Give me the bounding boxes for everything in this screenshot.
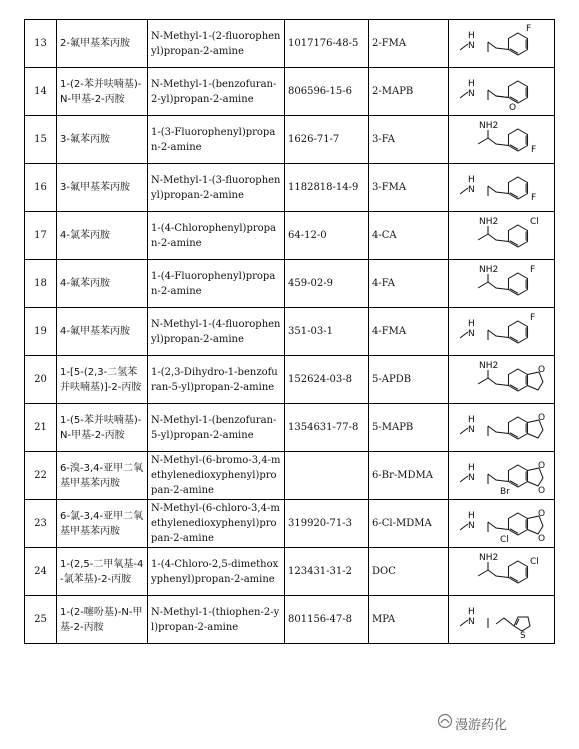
abbreviation: 4-CA	[369, 212, 449, 260]
structure-cell	[449, 20, 555, 68]
svg-text:N: N	[467, 184, 475, 195]
cas-number: 351-03-1	[285, 308, 369, 356]
abbreviation: 3-FA	[369, 116, 449, 164]
row-number: 24	[25, 548, 57, 596]
svg-text:H: H	[467, 414, 475, 425]
chinese-name: 4-氯苯丙胺	[57, 212, 148, 260]
chinese-name: 3-氟甲基苯丙胺	[57, 164, 148, 212]
english-name: N-Methyl-1-(benzofuran-5-yl)propan-2-amine	[148, 404, 285, 452]
svg-text:O: O	[537, 485, 545, 496]
svg-text:H: H	[467, 462, 475, 473]
abbreviation: 2-MAPB	[369, 68, 449, 116]
table-row	[25, 164, 555, 212]
table-row	[25, 212, 555, 260]
svg-text:NH2: NH2	[478, 216, 498, 227]
abbreviation: MPA	[369, 596, 449, 644]
svg-text:N: N	[467, 88, 475, 99]
svg-text:Cl: Cl	[499, 534, 509, 545]
structure-cell	[449, 212, 555, 260]
abbreviation: 5-APDB	[369, 356, 449, 404]
svg-text:H: H	[467, 510, 475, 521]
english-name: N-Methyl-1-(3-fluorophenyl)propan-2-amine	[148, 164, 285, 212]
svg-text:NH2: NH2	[478, 264, 498, 275]
cas-number: 806596-15-6	[285, 68, 369, 116]
row-number: 19	[25, 308, 57, 356]
structure-cell	[449, 116, 555, 164]
svg-text:Cl: Cl	[529, 556, 539, 567]
svg-text:S: S	[519, 630, 526, 641]
structure-drawing-icon	[452, 214, 552, 258]
svg-text:O: O	[537, 412, 545, 423]
chinese-name: 1-(2,5-二甲氧基-4-氯苯基)-2-丙胺	[57, 548, 148, 596]
svg-text:O: O	[508, 102, 516, 113]
svg-text:H: H	[467, 318, 475, 329]
english-name: 1-(4-Chloro-2,5-dimethoxyphenyl)propan-2-amine	[148, 548, 285, 596]
svg-text:NH2: NH2	[478, 120, 498, 131]
svg-text:O: O	[537, 364, 545, 375]
chinese-name: 4-氟甲基苯丙胺	[57, 308, 148, 356]
english-name: N-Methyl-(6-bromo-3,4-methylenedioxyphenyl)propan-2-amine	[148, 452, 285, 500]
structure-drawing-icon	[452, 166, 552, 210]
svg-text:NH2: NH2	[478, 552, 498, 563]
structure-drawing-icon	[452, 70, 552, 114]
english-name: N-Methyl-1-(thiophen-2-yl)propan-2-amine	[148, 596, 285, 644]
cas-number: 1626-71-7	[285, 116, 369, 164]
svg-text:F: F	[530, 144, 536, 155]
chinese-name: 1-[5-(2,3-二氢苯并呋喃基)]-2-丙胺	[57, 356, 148, 404]
chinese-name: 1-(2-苯并呋喃基)-N-甲基-2-丙胺	[57, 68, 148, 116]
chinese-name: 4-氟苯丙胺	[57, 260, 148, 308]
structure-drawing-icon	[452, 406, 552, 450]
abbreviation: 2-FMA	[369, 20, 449, 68]
abbreviation: 3-FMA	[369, 164, 449, 212]
cas-number: 152624-03-8	[285, 356, 369, 404]
chinese-name: 6-溴-3,4-亚甲二氧基甲基苯丙胺	[57, 452, 148, 500]
svg-text:N: N	[467, 520, 475, 531]
structure-drawing-icon	[452, 502, 552, 546]
svg-text:F: F	[529, 312, 535, 323]
watermark-logo-icon	[437, 713, 453, 729]
structure-cell	[449, 164, 555, 212]
svg-text:O: O	[537, 533, 545, 544]
svg-text:F: F	[530, 192, 536, 203]
cas-number: 459-02-9	[285, 260, 369, 308]
structure-drawing-icon	[452, 598, 552, 642]
svg-text:H: H	[467, 174, 475, 185]
english-name: 1-(4-Fluorophenyl)propan-2-amine	[148, 260, 285, 308]
chinese-name: 1-(2-噻吩基)-N-甲基-2-丙胺	[57, 596, 148, 644]
structure-drawing-icon	[452, 22, 552, 66]
structure-drawing-icon	[452, 454, 552, 498]
structure-cell	[449, 404, 555, 452]
row-number: 18	[25, 260, 57, 308]
substance-table	[24, 19, 555, 644]
svg-text:Cl: Cl	[529, 216, 539, 227]
cas-number: 64-12-0	[285, 212, 369, 260]
svg-text:N: N	[467, 328, 475, 339]
abbreviation: 4-FA	[369, 260, 449, 308]
english-name: N-Methyl-1-(2-fluorophenyl)propan-2-amine	[148, 20, 285, 68]
table-row	[25, 20, 555, 68]
svg-text:O: O	[537, 508, 545, 519]
abbreviation: 6-Cl-MDMA	[369, 500, 449, 548]
english-name: N-Methyl-(6-chloro-3,4-methylenedioxyphenyl)propan-2-amine	[148, 500, 285, 548]
chinese-name: 2-氟甲基苯丙胺	[57, 20, 148, 68]
structure-drawing-icon	[452, 550, 552, 594]
abbreviation: DOC	[369, 548, 449, 596]
table-row	[25, 548, 555, 596]
cas-number: 123431-31-2	[285, 548, 369, 596]
table-row	[25, 356, 555, 404]
svg-text:Br: Br	[499, 486, 510, 497]
english-name: 1-(2,3-Dihydro-1-benzofuran-5-yl)propan-2-amine	[148, 356, 285, 404]
structure-drawing-icon	[452, 358, 552, 402]
svg-text:NH2: NH2	[478, 360, 498, 371]
row-number: 15	[25, 116, 57, 164]
structure-cell	[449, 356, 555, 404]
table-row	[25, 68, 555, 116]
svg-text:N: N	[467, 424, 475, 435]
structure-cell	[449, 308, 555, 356]
cas-number: 1182818-14-9	[285, 164, 369, 212]
structure-cell	[449, 68, 555, 116]
svg-text:F: F	[529, 264, 535, 275]
structure-drawing-icon	[452, 262, 552, 306]
cas-number: 1354631-77-8	[285, 404, 369, 452]
table-row	[25, 596, 555, 644]
abbreviation: 5-MAPB	[369, 404, 449, 452]
abbreviation: 6-Br-MDMA	[369, 452, 449, 500]
svg-text:O: O	[537, 460, 545, 471]
table-row	[25, 452, 555, 500]
row-number: 14	[25, 68, 57, 116]
table-row	[25, 116, 555, 164]
chinese-name: 3-氟苯丙胺	[57, 116, 148, 164]
row-number: 25	[25, 596, 57, 644]
cas-number	[285, 452, 369, 500]
english-name: N-Methyl-1-(4-fluorophenyl)propan-2-amine	[148, 308, 285, 356]
watermark-text: 漫游药化	[455, 718, 508, 733]
row-number: 21	[25, 404, 57, 452]
cas-number: 319920-71-3	[285, 500, 369, 548]
structure-cell	[449, 596, 555, 644]
structure-cell	[449, 452, 555, 500]
chinese-name: 6-氯-3,4-亚甲二氧基甲基苯丙胺	[57, 500, 148, 548]
svg-text:H: H	[467, 606, 475, 617]
row-number: 16	[25, 164, 57, 212]
structure-cell	[449, 500, 555, 548]
structure-cell	[449, 260, 555, 308]
table-row	[25, 404, 555, 452]
table-row	[25, 308, 555, 356]
row-number: 17	[25, 212, 57, 260]
table-row	[25, 500, 555, 548]
row-number: 20	[25, 356, 57, 404]
english-name: 1-(4-Chlorophenyl)propan-2-amine	[148, 212, 285, 260]
structure-drawing-icon	[452, 118, 552, 162]
svg-text:N: N	[467, 472, 475, 483]
structure-cell	[449, 548, 555, 596]
svg-text:H: H	[467, 30, 475, 41]
english-name: N-Methyl-1-(benzofuran-2-yl)propan-2-amine	[148, 68, 285, 116]
row-number: 22	[25, 452, 57, 500]
svg-text:N: N	[467, 40, 475, 51]
svg-text:F: F	[525, 23, 531, 34]
abbreviation: 4-FMA	[369, 308, 449, 356]
table-row	[25, 260, 555, 308]
cas-number: 801156-47-8	[285, 596, 369, 644]
svg-text:H: H	[467, 78, 475, 89]
row-number: 23	[25, 500, 57, 548]
structure-drawing-icon	[452, 310, 552, 354]
row-number: 13	[25, 20, 57, 68]
svg-text:N: N	[467, 616, 475, 627]
chinese-name: 1-(5-苯并呋喃基)-N-甲基-2-丙胺	[57, 404, 148, 452]
english-name: 1-(3-Fluorophenyl)propan-2-amine	[148, 116, 285, 164]
cas-number: 1017176-48-5	[285, 20, 369, 68]
